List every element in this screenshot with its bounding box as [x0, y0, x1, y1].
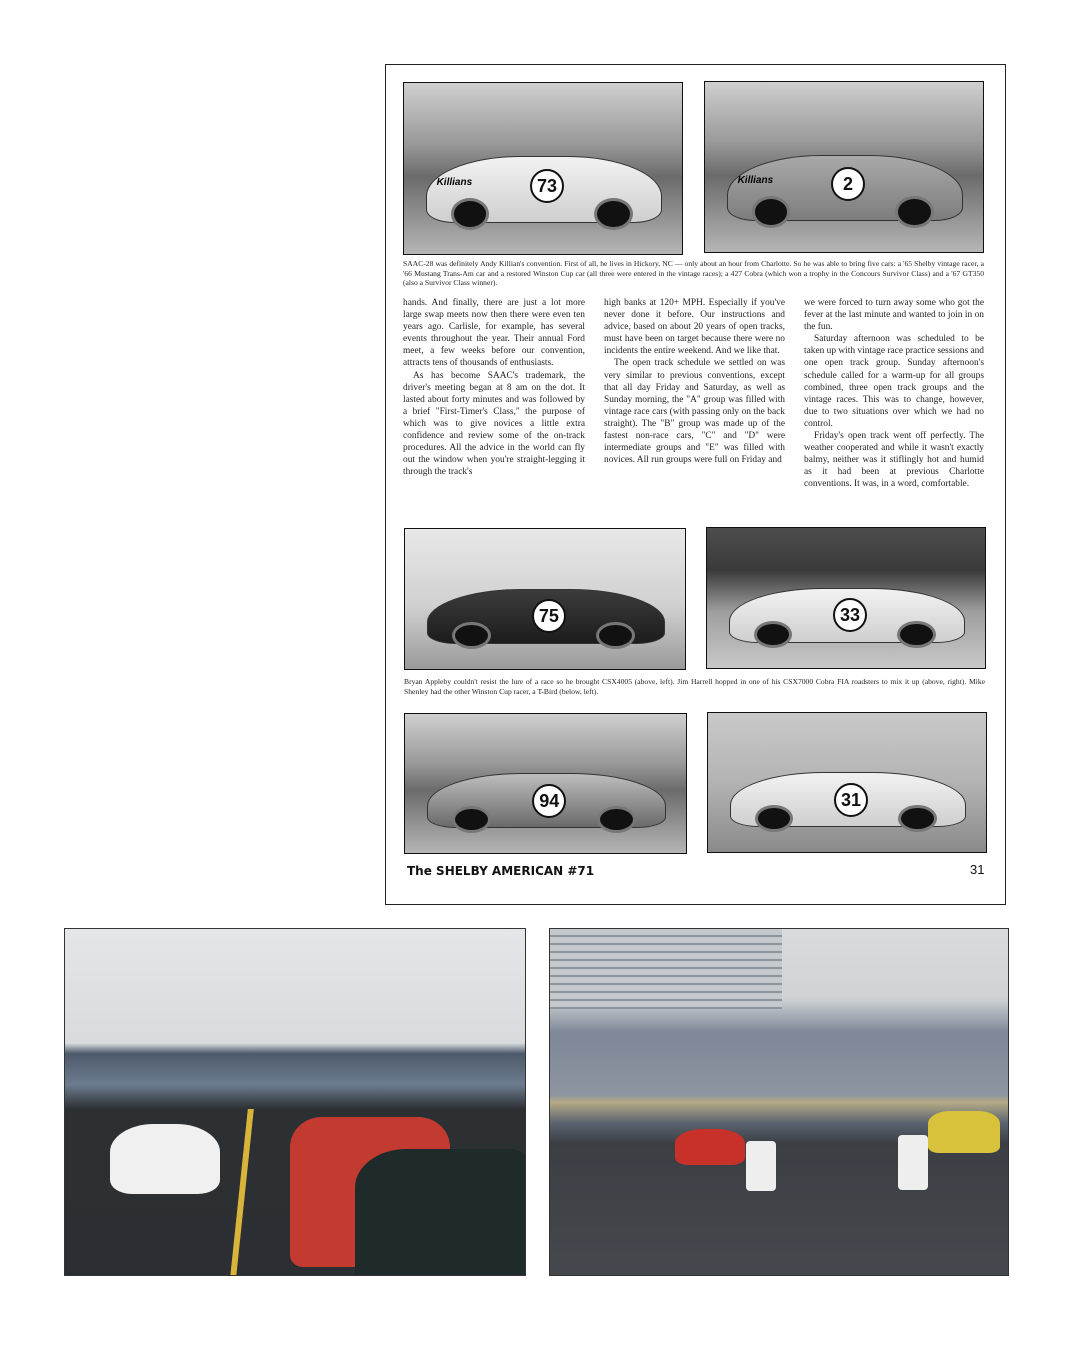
sponsor-decal: Killians [436, 176, 473, 188]
race-car [426, 156, 662, 223]
car-number: 94 [532, 784, 566, 818]
article-column-1 [403, 297, 585, 478]
paragraph: As has become SAAC's trademark, the driver's meeting began at 8 am on the dot. It lasted about forty minutes and was followed by a brief "First-Timer's Class," the purpose of which was to give novices a little extra confidence and review some of the on-track procedures. All the advice in the world can fly out the window when you're straight-legging it through the track's [403, 370, 585, 478]
car-number: 73 [530, 169, 564, 203]
wheel [752, 196, 791, 228]
race-car [427, 589, 664, 644]
photo-car-94 [404, 713, 687, 854]
red-cobra [675, 1129, 745, 1165]
wheel [898, 805, 937, 832]
wheel [594, 198, 633, 230]
wheel [597, 806, 636, 833]
publication-footer: The SHELBY AMERICAN #71 [407, 864, 595, 878]
paragraph: we were forced to turn away some who got the fever at the last minute and wanted to join in on the fun. [804, 298, 984, 333]
wheel [895, 196, 934, 228]
photo-car-2 [704, 81, 984, 253]
car-number: 2 [831, 167, 865, 201]
barrel [898, 1135, 928, 1190]
wheel [755, 805, 794, 832]
paragraph: Friday's open track went off perfectly. The weather cooperated and while it wasn't exactly balmy, neither was it stiflingly hot and humid as it had been at previous Charlotte conventions. It was, in a word, comfortable. [804, 431, 984, 490]
caption-middle: Bryan Appleby couldn't resist the lure of a race so he brought CSX4005 (above, left). Jim Harrell hopped in one of his CSX7000 Cobra FIA roadsters to mix it up (above, right). Mike Shenley had the other Winston Cup racer, a T-Bird (below, left). [404, 677, 985, 696]
wheel [754, 621, 793, 648]
wheel [452, 622, 491, 649]
caption-top: SAAC-28 was definitely Andy Killian's convention. First of all, he lives in Hickory, NC — only about an hour from Charlotte. So he was able to bring five cars: a '65 Shelby vintage racer, a '66 Mustang Trans-Am car and a restored Winston Cup car (all three were entered in the vintage races); a 427 Cobra (which won a trophy in the Concours Survivor Class) and a '67 GT350 (also a Survivor Class winner). [403, 259, 984, 288]
white-cobra [110, 1124, 220, 1194]
photo-grandstands [549, 928, 1009, 1276]
photo-car-73 [403, 82, 683, 255]
car-number: 31 [834, 783, 868, 817]
race-car [727, 155, 963, 222]
race-car [730, 772, 966, 827]
paragraph: The open track schedule we settled on was very similar to previous conventions, except that all day Friday and Saturday, as well as Sunday morning, the "A" group was filled with vintage race cars (with passing only on the back straight). The "B" group was made up of the fastest non-race cars, "C" and "D" were intermediate groups and "E" was filled with novices. All run groups were full on Friday and [604, 358, 785, 466]
photo-cobra-75 [404, 528, 686, 670]
article-column-3 [804, 297, 984, 491]
race-car [729, 588, 965, 643]
paragraph: hands. And finally, there are just a lot more large swap meets now then there were even ten years ago. Carlisle, for example, has several events throughout the year. Their annual Ford meet, a few weeks before our convention, attracts tens of thousands of enthusiasts. [403, 298, 585, 369]
building [550, 929, 782, 1009]
wheel [897, 621, 936, 648]
car-number: 75 [532, 599, 566, 633]
wheel [596, 622, 635, 649]
article-column-2 [604, 297, 785, 466]
yellow-car [928, 1111, 1000, 1153]
race-car [427, 773, 665, 828]
photo-pit-lane [64, 928, 526, 1276]
wheel [452, 806, 491, 833]
paragraph: Saturday afternoon was scheduled to be taken up with vintage race practice sessions and one open track group. Sunday afternoon's schedule called for a warm-up for all groups combined, three open track groups and the vintage races. This was to change, however, due to two situations over which we had no control. [804, 334, 984, 429]
page-number: 31 [970, 862, 985, 877]
dark-car [355, 1149, 526, 1276]
car-number: 33 [833, 598, 867, 632]
photo-cobra-33 [706, 527, 986, 669]
yellow-lane-line [230, 1109, 254, 1276]
photo-car-31 [707, 712, 987, 853]
paragraph: high banks at 120+ MPH. Especially if you've never done it before. Our instructions and advice, based on about 20 years of open tracks, must have been on target because there were no incidents the entire weekend. And we like that. [604, 298, 785, 357]
sponsor-decal: Killians [737, 175, 774, 187]
barrel [746, 1141, 776, 1191]
wheel [451, 198, 490, 230]
